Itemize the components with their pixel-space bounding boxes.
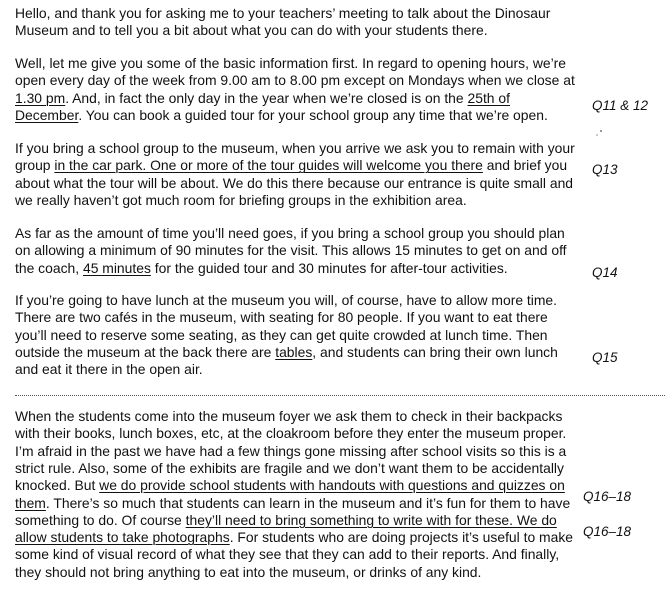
text-run: As far as the amount of time you’ll need goes, if you bring a school group you should plan <box>15 225 565 241</box>
question-label: Q16–18 <box>583 524 632 539</box>
underlined-answer: 25th of <box>467 89 510 106</box>
question-label: Q16–18 <box>583 489 632 504</box>
text-run: . You can book a guided tour for your school group any time that we’re open. <box>78 106 548 123</box>
text-run: and eat it there in the open air. <box>15 361 203 378</box>
text-run: the coach, <box>15 259 83 276</box>
text-run: and brief you <box>482 157 568 174</box>
text-run: on allowing a minimum of 90 minutes for the visit. This allows 15 minutes to get on and off <box>15 242 567 259</box>
text-run: with their books, lunch boxes, etc, at the cloakroom before they enter the museum proper. <box>15 425 567 442</box>
text-run: Hello, and thank you for asking me to your teachers’ meeting to talk about the Dinosaur <box>15 5 551 21</box>
text-run: Museum and to tell you a bit about what you can do with your students there. <box>15 22 488 39</box>
text-run: . And, in fact the only day in the year when we’re closed is on the <box>65 89 468 106</box>
underlined-answer: we do provide school students with handouts with questions and quizzes on <box>99 477 565 494</box>
text-run: something to do. Of course <box>15 511 186 528</box>
underlined-answer: December <box>15 106 79 123</box>
question-label: Q15 <box>592 350 618 365</box>
underlined-answer: them <box>15 494 46 511</box>
text-run: outside the museum at the back there are <box>15 343 276 360</box>
text-run: they should not bring anything to eat into the museum, or drinks of any kind. <box>15 563 482 580</box>
text-run: for the guided tour and 30 minutes for after-tour activities. <box>150 259 508 276</box>
text-run: . There’s so much that students can learn in the museum and it’s fun for them to have <box>45 494 571 511</box>
question-label: Q11 & 12 <box>592 98 649 113</box>
text-run: strict rule. Also, some of the exhibits are fragile and we don’t want them to be accidentally <box>15 459 564 476</box>
text-run: you’ll need to reserve some seating, as they can get quite crowded at lunch time. Then <box>15 326 548 343</box>
text-run: . For students who are doing projects it’s useful to make <box>229 529 574 546</box>
question-label: Q14 <box>592 265 618 280</box>
text-run: Well, let me give you some of the basic information first. In regard to opening hours, we’re <box>15 55 567 71</box>
scan-speck <box>600 130 602 132</box>
text-run: I’m afraid in the past we have had a few things gone missing after school visits so this is a <box>15 442 567 459</box>
underlined-answer: in the car park. One or more of the tour guides will welcome you there <box>54 157 483 174</box>
text-run: open every day of the week from 9.00 am to 8.00 pm except on Mondays when we close at <box>15 72 575 89</box>
text-run: When the students come into the museum foyer we ask them to check in their backpacks <box>15 408 563 424</box>
underlined-answer: tables <box>275 343 313 360</box>
scan-speck <box>596 134 598 136</box>
text-run: knocked. But <box>15 477 100 494</box>
text-run: about what the tour will be about. We do this there because our entrance is quite small and <box>15 174 574 191</box>
text-run: If you bring a school group to the museum, when you arrive we ask you to remain with your <box>15 140 575 156</box>
text-run: group <box>15 157 55 174</box>
question-label: Q13 <box>592 162 618 177</box>
underlined-answer: allow students to take photographs <box>15 529 230 546</box>
text-run: we really haven’t got much room for briefing groups in the exhibition area. <box>15 191 467 208</box>
text-run: some kind of visual record of what they see that they can add to their reports. And finally, <box>15 546 560 563</box>
text-run: If you’re going to have lunch at the museum you will, of course, have to allow more time. <box>15 292 558 308</box>
underlined-answer: 1.30 pm <box>15 89 66 106</box>
underlined-answer: they’ll need to bring something to write with for these. We do <box>185 511 557 528</box>
text-run: There are two cafés in the museum, with seating for 80 people. If you want to eat there <box>15 309 548 326</box>
text-run: , and students can bring their own lunch <box>312 343 558 360</box>
underlined-answer: 45 minutes <box>82 259 151 276</box>
